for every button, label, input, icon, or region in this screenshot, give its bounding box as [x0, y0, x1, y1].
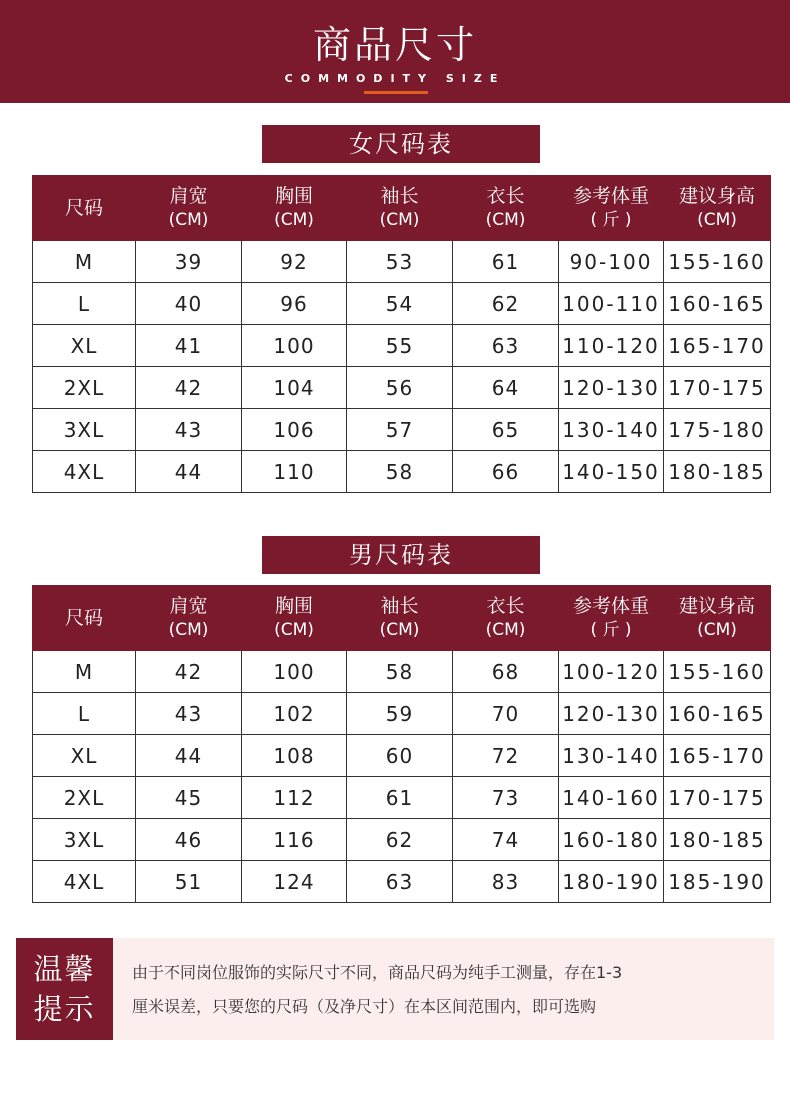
table-row	[33, 367, 771, 409]
table-row	[33, 819, 771, 861]
table-row	[33, 651, 771, 693]
table-cell: 56	[347, 367, 453, 409]
table-cell: 44	[136, 735, 242, 777]
column-unit: (CM)	[168, 620, 209, 640]
table-cell: 100	[242, 651, 347, 693]
tip-label	[16, 938, 113, 1040]
column-label: 袖长	[380, 595, 419, 617]
table-cell: 2XL	[33, 367, 136, 409]
table-cell: 41	[136, 325, 242, 367]
table-cell: 58	[347, 451, 453, 493]
table-cell: 112	[242, 777, 347, 819]
men-size-table-title: 男尺码表	[262, 536, 540, 574]
table-cell: 130-140	[559, 735, 664, 777]
tip-box	[16, 938, 774, 1040]
table-row	[33, 283, 771, 325]
table-cell: 45	[136, 777, 242, 819]
men-table-body	[33, 651, 771, 903]
table-row	[33, 241, 771, 283]
column-label: 尺码	[64, 607, 103, 629]
table-cell: 3XL	[33, 409, 136, 451]
men-table-header	[33, 586, 771, 651]
table-cell: 104	[242, 367, 347, 409]
table-row	[33, 777, 771, 819]
table-cell: 42	[136, 651, 242, 693]
women-size-table	[32, 175, 771, 493]
men-header-cell	[664, 586, 771, 651]
table-cell: 165-170	[664, 325, 771, 367]
men-header-cell	[242, 586, 347, 651]
men-header-cell	[559, 586, 664, 651]
women-header-cell	[559, 176, 664, 241]
tip-text	[132, 956, 762, 1024]
table-cell: 65	[453, 409, 559, 451]
table-cell: M	[33, 651, 136, 693]
table-cell: 63	[347, 861, 453, 903]
table-cell: 102	[242, 693, 347, 735]
table-cell: 165-170	[664, 735, 771, 777]
men-header-row	[33, 586, 771, 651]
table-cell: 4XL	[33, 451, 136, 493]
table-cell: 60	[347, 735, 453, 777]
table-cell: 110-120	[559, 325, 664, 367]
table-cell: 63	[453, 325, 559, 367]
tip-label-line1: 温馨	[33, 952, 96, 986]
table-cell: 57	[347, 409, 453, 451]
table-cell: 140-160	[559, 777, 664, 819]
column-unit: (CM)	[697, 210, 737, 230]
table-cell: 72	[453, 735, 559, 777]
column-unit: (CM)	[379, 620, 420, 640]
women-header-cell	[347, 176, 453, 241]
table-row	[33, 409, 771, 451]
column-unit: ( 斤 )	[590, 210, 632, 230]
table-cell: 54	[347, 283, 453, 325]
table-cell: 155-160	[664, 241, 771, 283]
men-header-cell	[453, 586, 559, 651]
table-cell: 74	[453, 819, 559, 861]
women-header-cell	[33, 176, 136, 241]
women-header-cell	[136, 176, 242, 241]
women-table-body	[33, 241, 771, 493]
column-unit: (CM)	[274, 210, 314, 230]
table-cell: 100-110	[559, 283, 664, 325]
table-cell: 55	[347, 325, 453, 367]
table-cell: 160-165	[664, 283, 771, 325]
table-cell: 62	[347, 819, 453, 861]
women-size-table-title: 女尺码表	[262, 125, 540, 163]
table-cell: 106	[242, 409, 347, 451]
women-header-cell	[453, 176, 559, 241]
table-cell: 116	[242, 819, 347, 861]
table-cell: L	[33, 283, 136, 325]
header-banner	[0, 0, 790, 103]
table-row	[33, 693, 771, 735]
table-cell: 180-190	[559, 861, 664, 903]
men-header-cell	[347, 586, 453, 651]
column-label: 建议身高	[678, 595, 755, 617]
table-cell: 66	[453, 451, 559, 493]
table-cell: 3XL	[33, 819, 136, 861]
table-cell: 4XL	[33, 861, 136, 903]
table-cell: 58	[347, 651, 453, 693]
table-cell: XL	[33, 735, 136, 777]
table-cell: 44	[136, 451, 242, 493]
table-cell: 110	[242, 451, 347, 493]
table-cell: 64	[453, 367, 559, 409]
table-cell: 73	[453, 777, 559, 819]
tip-label-line2: 提示	[33, 992, 96, 1026]
table-cell: M	[33, 241, 136, 283]
table-cell: 62	[453, 283, 559, 325]
women-table-header	[33, 176, 771, 241]
table-row	[33, 325, 771, 367]
column-label: 尺码	[64, 197, 103, 219]
table-cell: 43	[136, 409, 242, 451]
table-cell: 160-165	[664, 693, 771, 735]
table-cell: 61	[347, 777, 453, 819]
table-cell: 100	[242, 325, 347, 367]
women-header-cell	[242, 176, 347, 241]
column-unit: (CM)	[697, 620, 737, 640]
table-cell: 83	[453, 861, 559, 903]
women-header-cell	[664, 176, 771, 241]
table-cell: 185-190	[664, 861, 771, 903]
table-row	[33, 861, 771, 903]
table-cell: 61	[453, 241, 559, 283]
column-label: 胸围	[274, 185, 313, 207]
table-cell: 53	[347, 241, 453, 283]
table-cell: 100-120	[559, 651, 664, 693]
table-cell: 175-180	[664, 409, 771, 451]
table-cell: 140-150	[559, 451, 664, 493]
table-cell: 42	[136, 367, 242, 409]
table-cell: 170-175	[664, 367, 771, 409]
page-subtitle: COMMODITY SIZE	[284, 72, 506, 85]
table-cell: 120-130	[559, 693, 664, 735]
tip-text-line1: 由于不同岗位服饰的实际尺寸不同，商品尺码为纯手工测量，存在1-3	[132, 963, 623, 982]
table-cell: 170-175	[664, 777, 771, 819]
table-cell: 124	[242, 861, 347, 903]
tip-text-line2: 厘米误差，只要您的尺码（及净尺寸）在本区间范围内，即可选购	[132, 997, 597, 1016]
column-unit: (CM)	[485, 210, 526, 230]
table-cell: 39	[136, 241, 242, 283]
table-cell: 40	[136, 283, 242, 325]
table-cell: 90-100	[559, 241, 664, 283]
column-label: 参考体重	[572, 185, 649, 207]
table-cell: 180-185	[664, 451, 771, 493]
page-title: 商品尺寸	[312, 23, 477, 67]
table-cell: 43	[136, 693, 242, 735]
table-cell: 155-160	[664, 651, 771, 693]
table-cell: XL	[33, 325, 136, 367]
table-cell: 130-140	[559, 409, 664, 451]
column-label: 肩宽	[169, 185, 208, 207]
table-cell: L	[33, 693, 136, 735]
column-unit: (CM)	[274, 620, 314, 640]
table-cell: 120-130	[559, 367, 664, 409]
column-label: 参考体重	[572, 595, 649, 617]
table-cell: 51	[136, 861, 242, 903]
column-label: 肩宽	[169, 595, 208, 617]
table-cell: 96	[242, 283, 347, 325]
table-row	[33, 735, 771, 777]
table-cell: 160-180	[559, 819, 664, 861]
column-unit: (CM)	[485, 620, 526, 640]
column-label: 建议身高	[678, 185, 755, 207]
column-unit: ( 斤 )	[590, 620, 632, 640]
accent-underline	[364, 91, 428, 94]
column-unit: (CM)	[168, 210, 209, 230]
table-cell: 180-185	[664, 819, 771, 861]
table-cell: 68	[453, 651, 559, 693]
table-cell: 59	[347, 693, 453, 735]
table-cell: 92	[242, 241, 347, 283]
column-label: 衣长	[486, 185, 525, 207]
men-header-cell	[33, 586, 136, 651]
table-cell: 70	[453, 693, 559, 735]
men-size-table	[32, 585, 771, 903]
column-label: 胸围	[274, 595, 313, 617]
table-row	[33, 451, 771, 493]
men-header-cell	[136, 586, 242, 651]
table-cell: 2XL	[33, 777, 136, 819]
column-label: 袖长	[380, 185, 419, 207]
table-cell: 108	[242, 735, 347, 777]
column-label: 衣长	[486, 595, 525, 617]
women-header-row	[33, 176, 771, 241]
table-cell: 46	[136, 819, 242, 861]
column-unit: (CM)	[379, 210, 420, 230]
